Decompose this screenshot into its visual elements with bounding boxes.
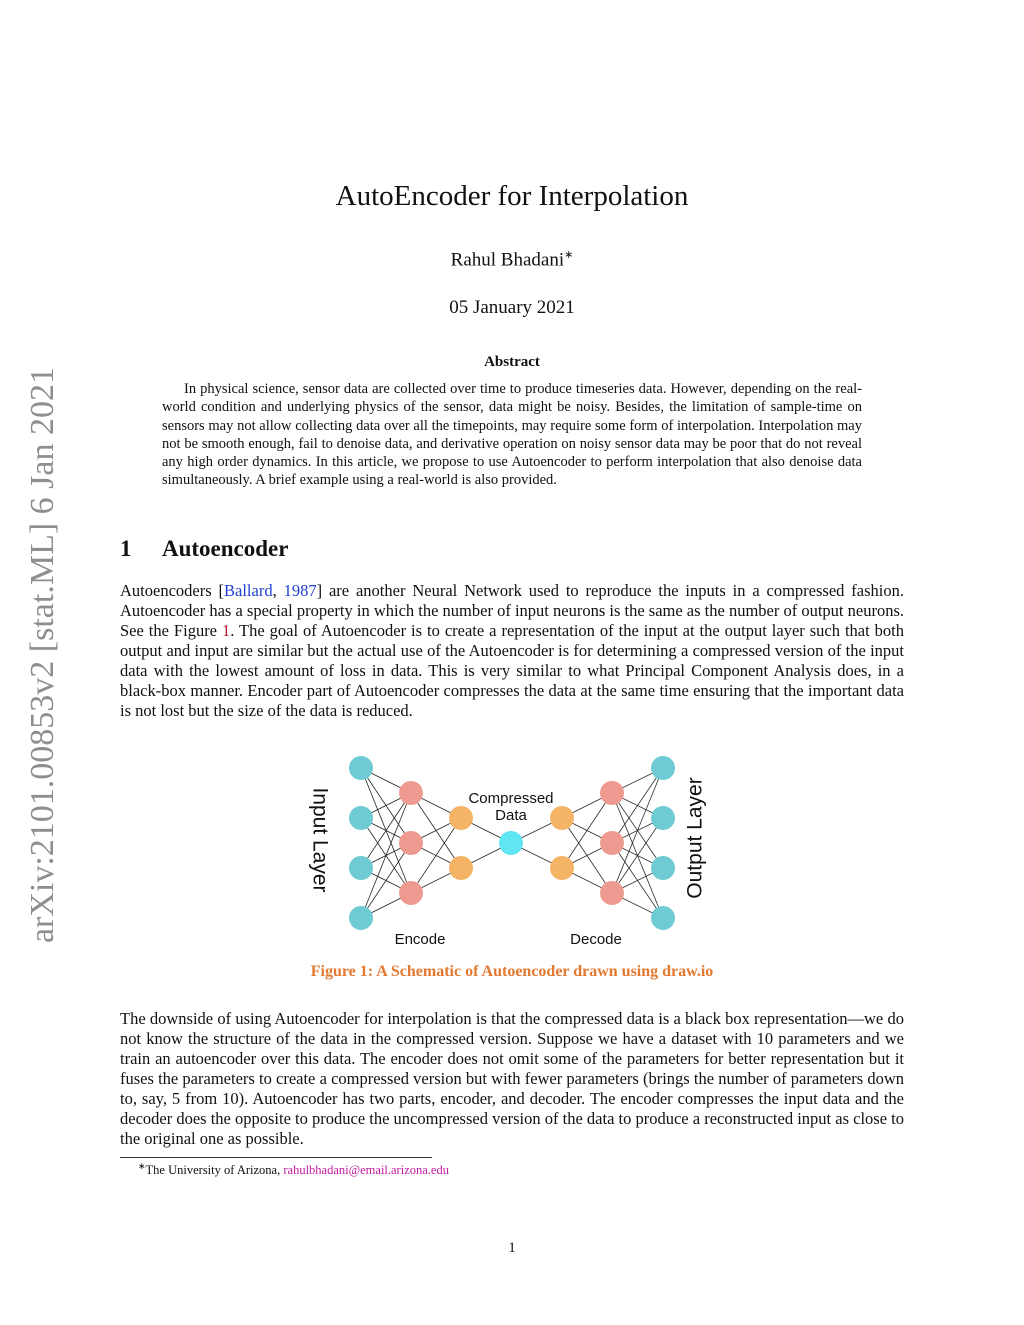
paper-date: 05 January 2021: [449, 297, 575, 318]
footnote-affiliation: The University of Arizona,: [145, 1163, 284, 1178]
decoder-hidden-node: [600, 831, 624, 855]
paper-title: AutoEncoder for Interpolation: [335, 180, 689, 212]
network-edge: [562, 793, 612, 868]
decoder-inner-node: [550, 806, 574, 830]
page-number: 1: [508, 1240, 516, 1256]
input-node: [349, 806, 373, 830]
encode-label: Encode: [394, 931, 446, 948]
compressed-label-line1: Compressed: [468, 790, 554, 807]
author-email-link[interactable]: rahulbhadani@email.arizona.edu: [283, 1163, 449, 1178]
arxiv-identifier: arXiv:2101.00853v2 [stat.ML] 6 Jan 2021: [24, 366, 61, 944]
footnote-rule: [120, 1157, 432, 1158]
section-number: 1: [120, 536, 132, 561]
decoder-hidden-node: [600, 781, 624, 805]
output-node: [651, 906, 675, 930]
author-name: Rahul Bhadani: [450, 249, 565, 271]
network-edge: [612, 818, 663, 893]
compressed-code-node: [499, 831, 523, 855]
network-edge: [361, 843, 411, 918]
network-edge: [411, 818, 461, 893]
input-node: [349, 906, 373, 930]
encoder-inner-node: [449, 806, 473, 830]
decode-label: Decode: [570, 931, 622, 948]
citation-link-year[interactable]: 1987: [283, 581, 317, 600]
compressed-label-line2: Data: [495, 807, 527, 824]
network-nodes: [349, 756, 675, 930]
author-footnote-mark: ∗: [564, 249, 574, 261]
output-node: [651, 806, 675, 830]
citation-separator: ,: [272, 581, 284, 600]
output-node: [651, 856, 675, 880]
figure-reference-link[interactable]: 1: [221, 621, 231, 640]
footnote-mark: ∗: [138, 1161, 146, 1171]
input-layer-label: Input Layer: [308, 787, 332, 893]
encoder-hidden-node: [399, 781, 423, 805]
paragraph-text: . The goal of Autoencoder is to create a representation of the input at the output layer such that both output and input are similar but the actual use of the Autoencoder is for determining a compressed version of the input data with the lowest amount of loss in data. This is very similar to what Principal Component Analysis does, in a black-box manner. Encoder part of Autoencoder compresses the data at the same time ensuring that the important data is not lost but the size of the data is reduced.: [120, 621, 905, 720]
arxiv-sidebar-stamp: [20, 365, 66, 945]
section-title: Autoencoder: [162, 536, 289, 561]
decoder-hidden-node: [600, 881, 624, 905]
abstract-heading: Abstract: [484, 354, 540, 370]
input-node: [349, 756, 373, 780]
footnote: [138, 1161, 449, 1178]
author-line: [0, 248, 1024, 271]
decoder-inner-node: [550, 856, 574, 880]
section-heading: [120, 536, 288, 562]
output-node: [651, 756, 675, 780]
input-node: [349, 856, 373, 880]
paragraph-text: ] are another Neural Network used to reproduce the inputs in a compressed fashion. Autoencoder has a special property in which the number of input neurons is the same as the number of output neurons. See the Figure: [120, 581, 905, 640]
encoder-hidden-node: [399, 831, 423, 855]
output-layer-label: Output Layer: [683, 777, 707, 899]
body-paragraph-2: The downside of using Autoencoder for interpolation is that the compressed data is a black box representation—we do not know the structure of the data in the compressed version. Suppose we have a dataset with 10 parameters and we train an autoencoder over this data. The encoder does not omit some of the parameters for better representation but it fuses the parameters to create a compressed version but with fewer parameters (brings the number of parameters down to, say, 5 from 10). Autoencoder has two parts, encoder, and decoder. The encoder compresses the input data and the decoder does the opposite to produce the uncompressed version of the data to produce a reconstructed input as close to the original one as possible.: [120, 1009, 904, 1148]
network-edge: [361, 793, 411, 868]
citation-link-author[interactable]: Ballard: [224, 581, 273, 600]
network-edge: [612, 768, 663, 843]
autoencoder-figure: [300, 748, 720, 953]
paragraph-text: Autoencoders [: [120, 581, 225, 600]
encoder-hidden-node: [399, 881, 423, 905]
encoder-inner-node: [449, 856, 473, 880]
body-paragraph-1: [120, 581, 904, 721]
figure-caption: Figure 1: A Schematic of Autoencoder drawn using draw.io: [310, 963, 714, 980]
abstract-text: In physical science, sensor data are collected over time to produce timeseries data. However, depending on the real-world condition and underlying physics of the sensor, data might be noisy. Besides, the limitation of sample-time on sensors may not allow collecting data over all the timepoints, may require some form of interpolation. Interpolation may not be smooth enough, fail to denoise data, and derivative operation on noisy sensor data may be poor that do not reveal any high order dynamics. In this article, we propose to use Autoencoder to perform interpolation that also denoise data simultaneously. A brief example using a real-world is also provided.: [162, 381, 862, 489]
